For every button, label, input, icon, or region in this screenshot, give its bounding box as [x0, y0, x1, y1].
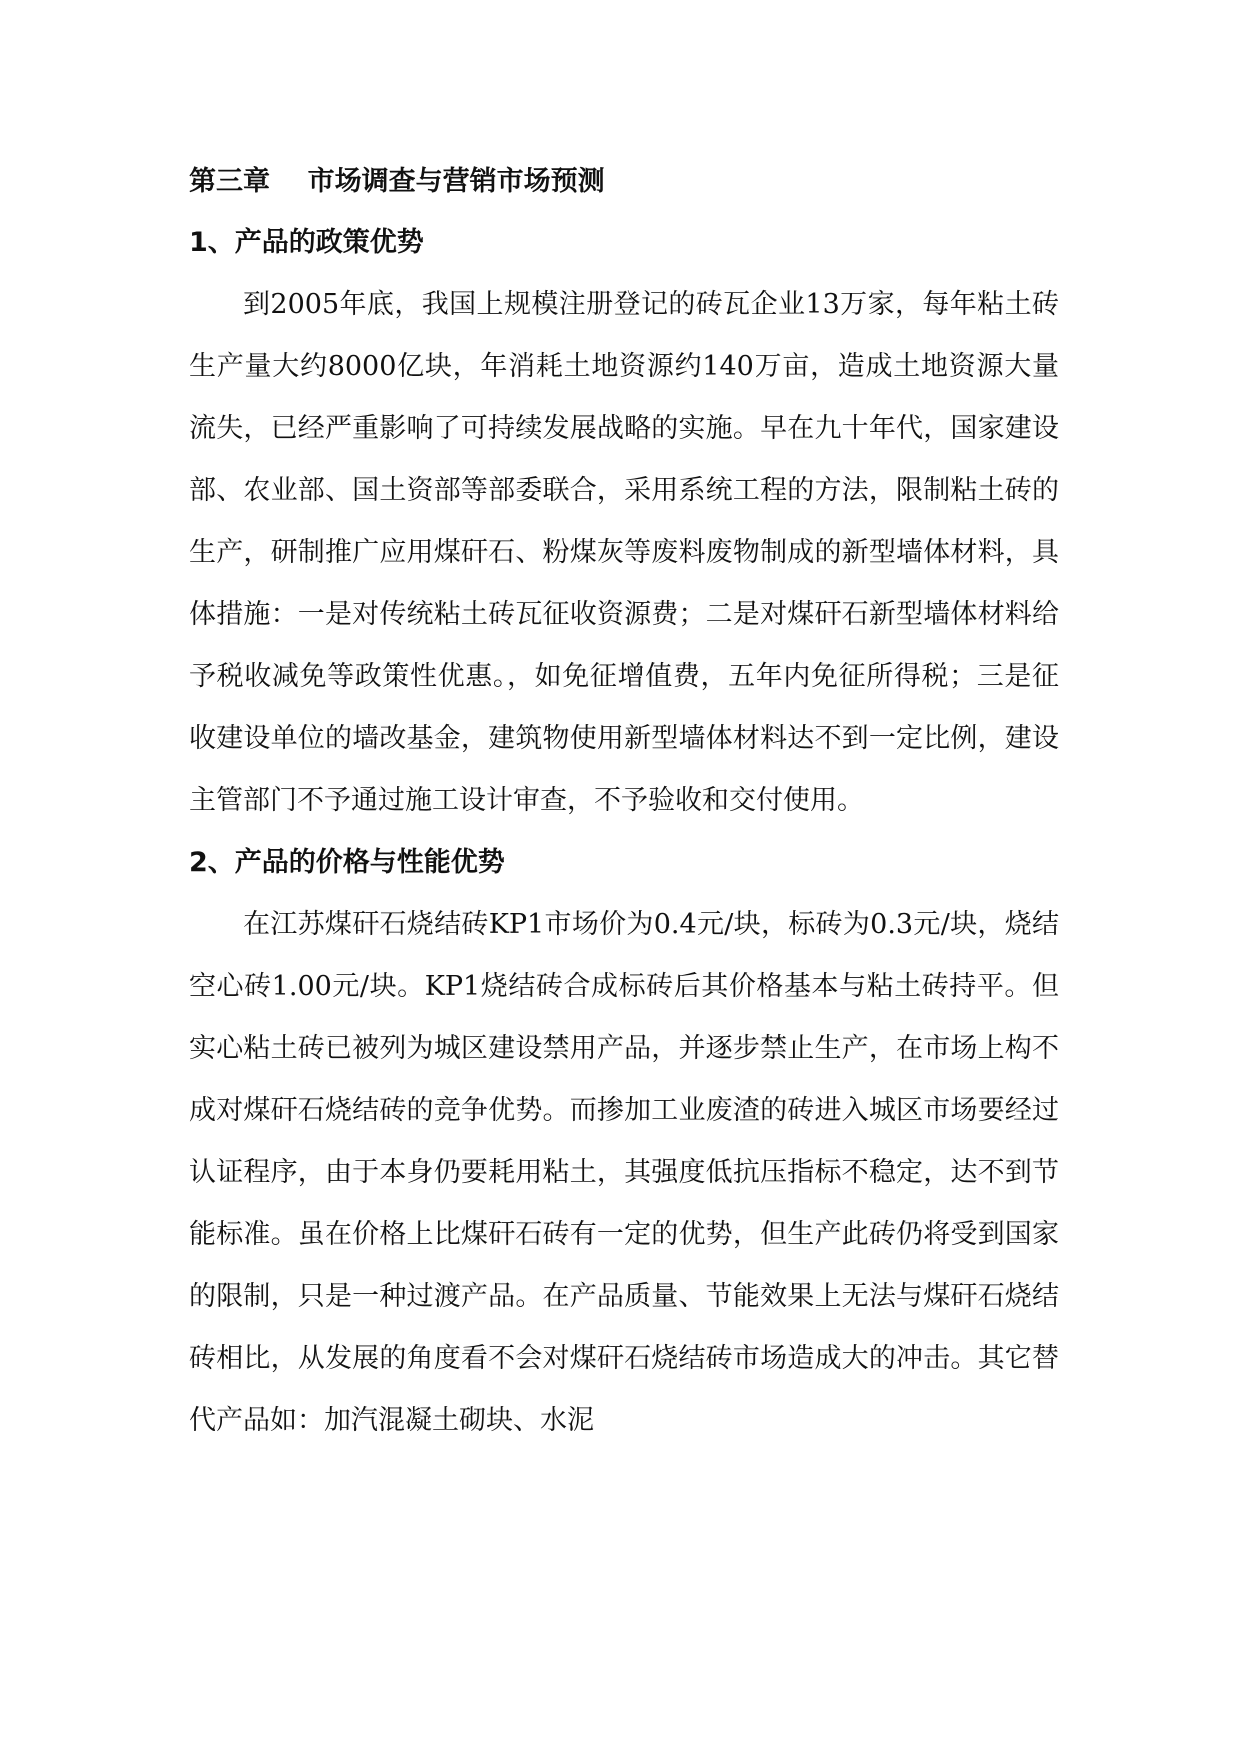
section-policy-advantage — [189, 212, 1059, 832]
document-body — [189, 152, 1059, 1452]
section-heading: 1、产品的政策优势 — [189, 227, 424, 258]
chapter-title: 第三章 市场调查与营销市场预测 — [189, 166, 605, 197]
section-price-performance-advantage — [189, 832, 1059, 1452]
section-heading: 2、产品的价格与性能优势 — [189, 847, 505, 878]
section-paragraph: 在江苏煤矸石烧结砖KP1市场价为0.4元/块，标砖为0.3元/块，烧结空心砖1.00元/块。KP1烧结砖合成标砖后其价格基本与粘土砖持平。但实心粘土砖已被列为城区建设禁用产品，并逐步禁止生产，在市场上构不成对煤矸石烧结砖的竞争优势。而掺加工业废渣的砖进入城区市场要经过认证程序，由于本身仍要耗用粘土，其强度低抗压指标不稳定，达不到节能标准。虽在价格上比煤矸石砖有一定的优势，但生产此砖仍将受到国家的限制，只是一种过渡产品。在产品质量、节能效果上无法与煤矸石烧结砖相比，从发展的角度看不会对煤矸石烧结砖市场造成大的冲击。其它替代产品如：加汽混凝土砌块、水泥 — [189, 909, 1059, 1436]
section-paragraph: 到2005年底，我国上规模注册登记的砖瓦企业13万家，每年粘土砖生产量大约8000亿块，年消耗土地资源约140万亩，造成土地资源大量流失，已经严重影响了可持续发展战略的实施。早在九十年代，国家建设部、农业部、国土资部等部委联合，采用系统工程的方法，限制粘土砖的生产，研制推广应用煤矸石、粉煤灰等废料废物制成的新型墙体材料，具体措施：一是对传统粘土砖瓦征收资源费；二是对煤矸石新型墙体材料给予税收减免等政策性优惠。，如免征增值费，五年内免征所得税；三是征收建设单位的墙改基金，建筑物使用新型墙体材料达不到一定比例，建设主管部门不予通过施工设计审查，不予验收和交付使用。 — [189, 289, 1059, 816]
